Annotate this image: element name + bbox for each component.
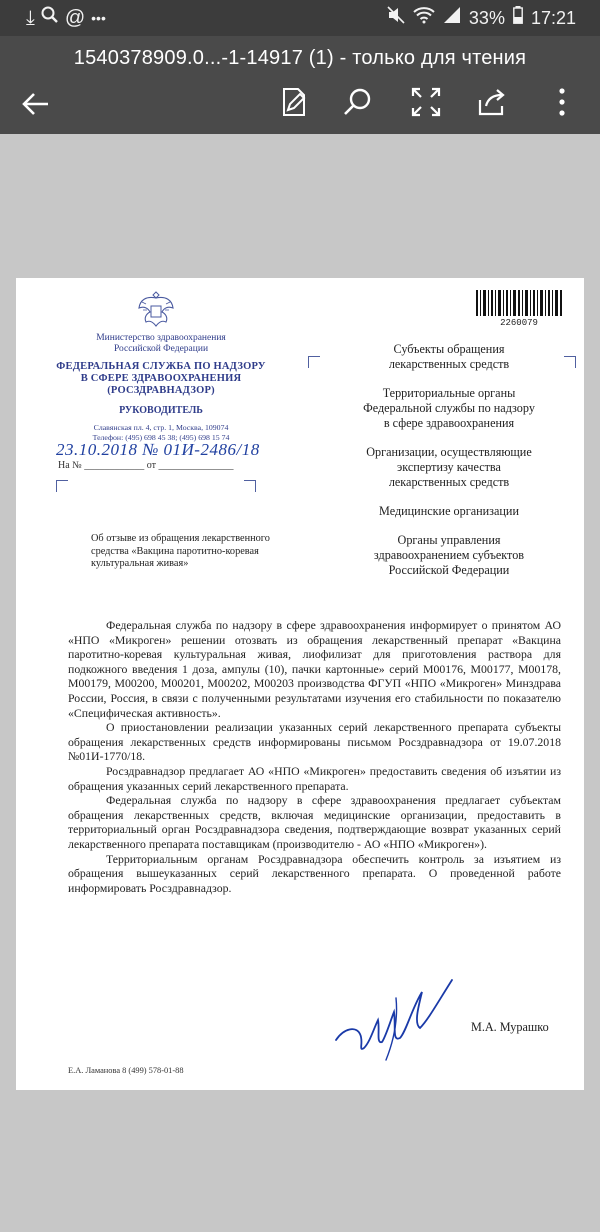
back-button[interactable]	[18, 86, 54, 122]
mute-icon	[387, 6, 405, 30]
search-button[interactable]	[340, 84, 376, 120]
battery-percent: 33%	[468, 8, 505, 28]
coat-of-arms-emblem	[136, 288, 176, 332]
letter-subject: Об отзыве из обращения лекарственного средства «Вакцина паротитно-коревая культуральная живая»	[91, 533, 270, 570]
reply-reference: На № ____________ от _______________	[58, 460, 234, 471]
recipient-line: Субъекты обращения	[393, 342, 505, 356]
edit-button[interactable]	[276, 84, 312, 120]
recipient-line: Медицинские организации	[379, 504, 519, 518]
at-icon: @	[64, 7, 86, 29]
ministry-country: Российской Федерации	[113, 344, 209, 354]
letterhead	[46, 333, 276, 443]
service-name-line1: ФЕДЕРАЛЬНАЯ СЛУЖБА ПО НАДЗОРУ	[56, 361, 266, 372]
edit-icon	[276, 84, 312, 120]
share-button[interactable]	[474, 84, 510, 120]
corner-mark	[244, 480, 256, 492]
phone: Телефон: (495) 698 45 38; (495) 698 15 74	[92, 433, 230, 442]
download-icon: ⤓	[26, 7, 35, 29]
recipient	[334, 445, 564, 490]
ministry-name: Министерство здравоохранения	[96, 333, 226, 343]
document-title: 1540378909.0...-1-14917 (1) - только для чтения	[73, 47, 527, 69]
recipient-line: в сфере здравоохранения	[383, 416, 515, 430]
recipient-line: экспертизу качества	[397, 460, 501, 474]
registration-line	[56, 440, 306, 480]
share-icon	[474, 84, 510, 120]
corner-mark	[308, 356, 320, 368]
signer-name: М.А. Мурашко	[471, 1020, 549, 1034]
corner-mark	[564, 356, 576, 368]
signal-icon	[443, 6, 461, 30]
app-bar	[0, 36, 600, 134]
arrow-left-icon	[18, 86, 54, 122]
paragraph: Федеральная служба по надзору в сфере здравоохранения предлагает субъектам обращения лекарственных средств, включая медицинские организации, предоставить в территориальный орган Росздравнадзора сведения, подтверждающие возврат указанных серий лекарственного препарата поставщикам (производителю - АО «НПО «Микроген»).	[68, 793, 561, 851]
service-abbr: (РОСЗДРАВНАДЗОР)	[107, 385, 215, 396]
wifi-icon	[413, 6, 435, 30]
paragraph: О приостановлении реализации указанных серий лекарственного препарата субъекты обращения лекарственных средств информированы письмом Росздравнадзора от 19.07.2018 №01И-1770/18.	[68, 720, 561, 764]
clock: 17:21	[530, 8, 576, 28]
more-icon: •••	[91, 10, 106, 26]
recipient	[334, 386, 564, 431]
barcode-number: 2260079	[500, 318, 538, 328]
paragraph: Территориальным органам Росздравнадзора обеспечить контроль за изъятием из обращения вышеуказанных серий лекарственного препарата. О проведенной работе информировать Росздравнадзор.	[68, 851, 561, 895]
corner-mark	[56, 480, 68, 492]
signature-image	[334, 968, 464, 1068]
paragraph: Росздравнадзор предлагает АО «НПО «Микроген» предоставить сведения об изъятии из обращения указанных серий лекарственного препарата.	[68, 763, 561, 793]
overflow-menu-icon	[546, 84, 582, 120]
author-contact: Е.А. Ламанова 8 (499) 578-01-88	[68, 1066, 184, 1075]
recipient-line: лекарственных средств	[388, 357, 510, 371]
overflow-menu-button[interactable]	[546, 84, 582, 120]
recipient	[334, 504, 564, 519]
service-name-line2: В СФЕРЕ ЗДРАВООХРАНЕНИЯ	[80, 373, 242, 384]
recipient-line: здравоохранением субъектов	[373, 548, 525, 562]
barcode-icon	[476, 290, 562, 316]
status-bar	[0, 0, 600, 36]
paragraph: Федеральная служба по надзору в сфере здравоохранения информирует о принятом АО «НПО «Микроген» решении отозвать из обращения лекарственный препарат «Вакцина паротитно-коревая культуральная живая, лиофилизат для приготовления раствора для подкожного введения 1 доза, ампулы (10), пачки картонные» серий М00176, М00177, М00178, М00179, М00200, М00201, М00202, М00203 производства ФГУП «НПО «Микроген» Минздрава России, Россия, в связи с полученными результатами изучения его стабильности по показателю «Специфическая активность».	[68, 618, 561, 720]
fullscreen-icon	[408, 84, 444, 120]
recipient-line: Территориальные органы	[382, 386, 516, 400]
recipient	[334, 533, 564, 578]
barcode	[476, 290, 562, 330]
recipient-line: Российской Федерации	[388, 563, 510, 577]
address: Славянская пл. 4, стр. 1, Москва, 109074	[93, 423, 229, 432]
recipient-line: лекарственных средств	[388, 475, 510, 489]
registration-number-handwritten: 23.10.2018 № 01И-2486/18	[56, 440, 260, 459]
recipient-line: Федеральной службы по надзору	[363, 401, 535, 415]
head-title: РУКОВОДИТЕЛЬ	[119, 405, 203, 416]
recipient-line: Органы управления	[397, 533, 501, 547]
letter-body	[68, 618, 561, 895]
search-icon	[41, 6, 59, 30]
fullscreen-button[interactable]	[408, 84, 444, 120]
battery-icon	[513, 6, 523, 30]
recipient-line: Организации, осуществляющие	[366, 445, 532, 459]
search-icon	[340, 84, 376, 120]
recipient	[334, 342, 564, 372]
recipients-block	[334, 342, 564, 592]
document-page[interactable]	[16, 278, 584, 1090]
